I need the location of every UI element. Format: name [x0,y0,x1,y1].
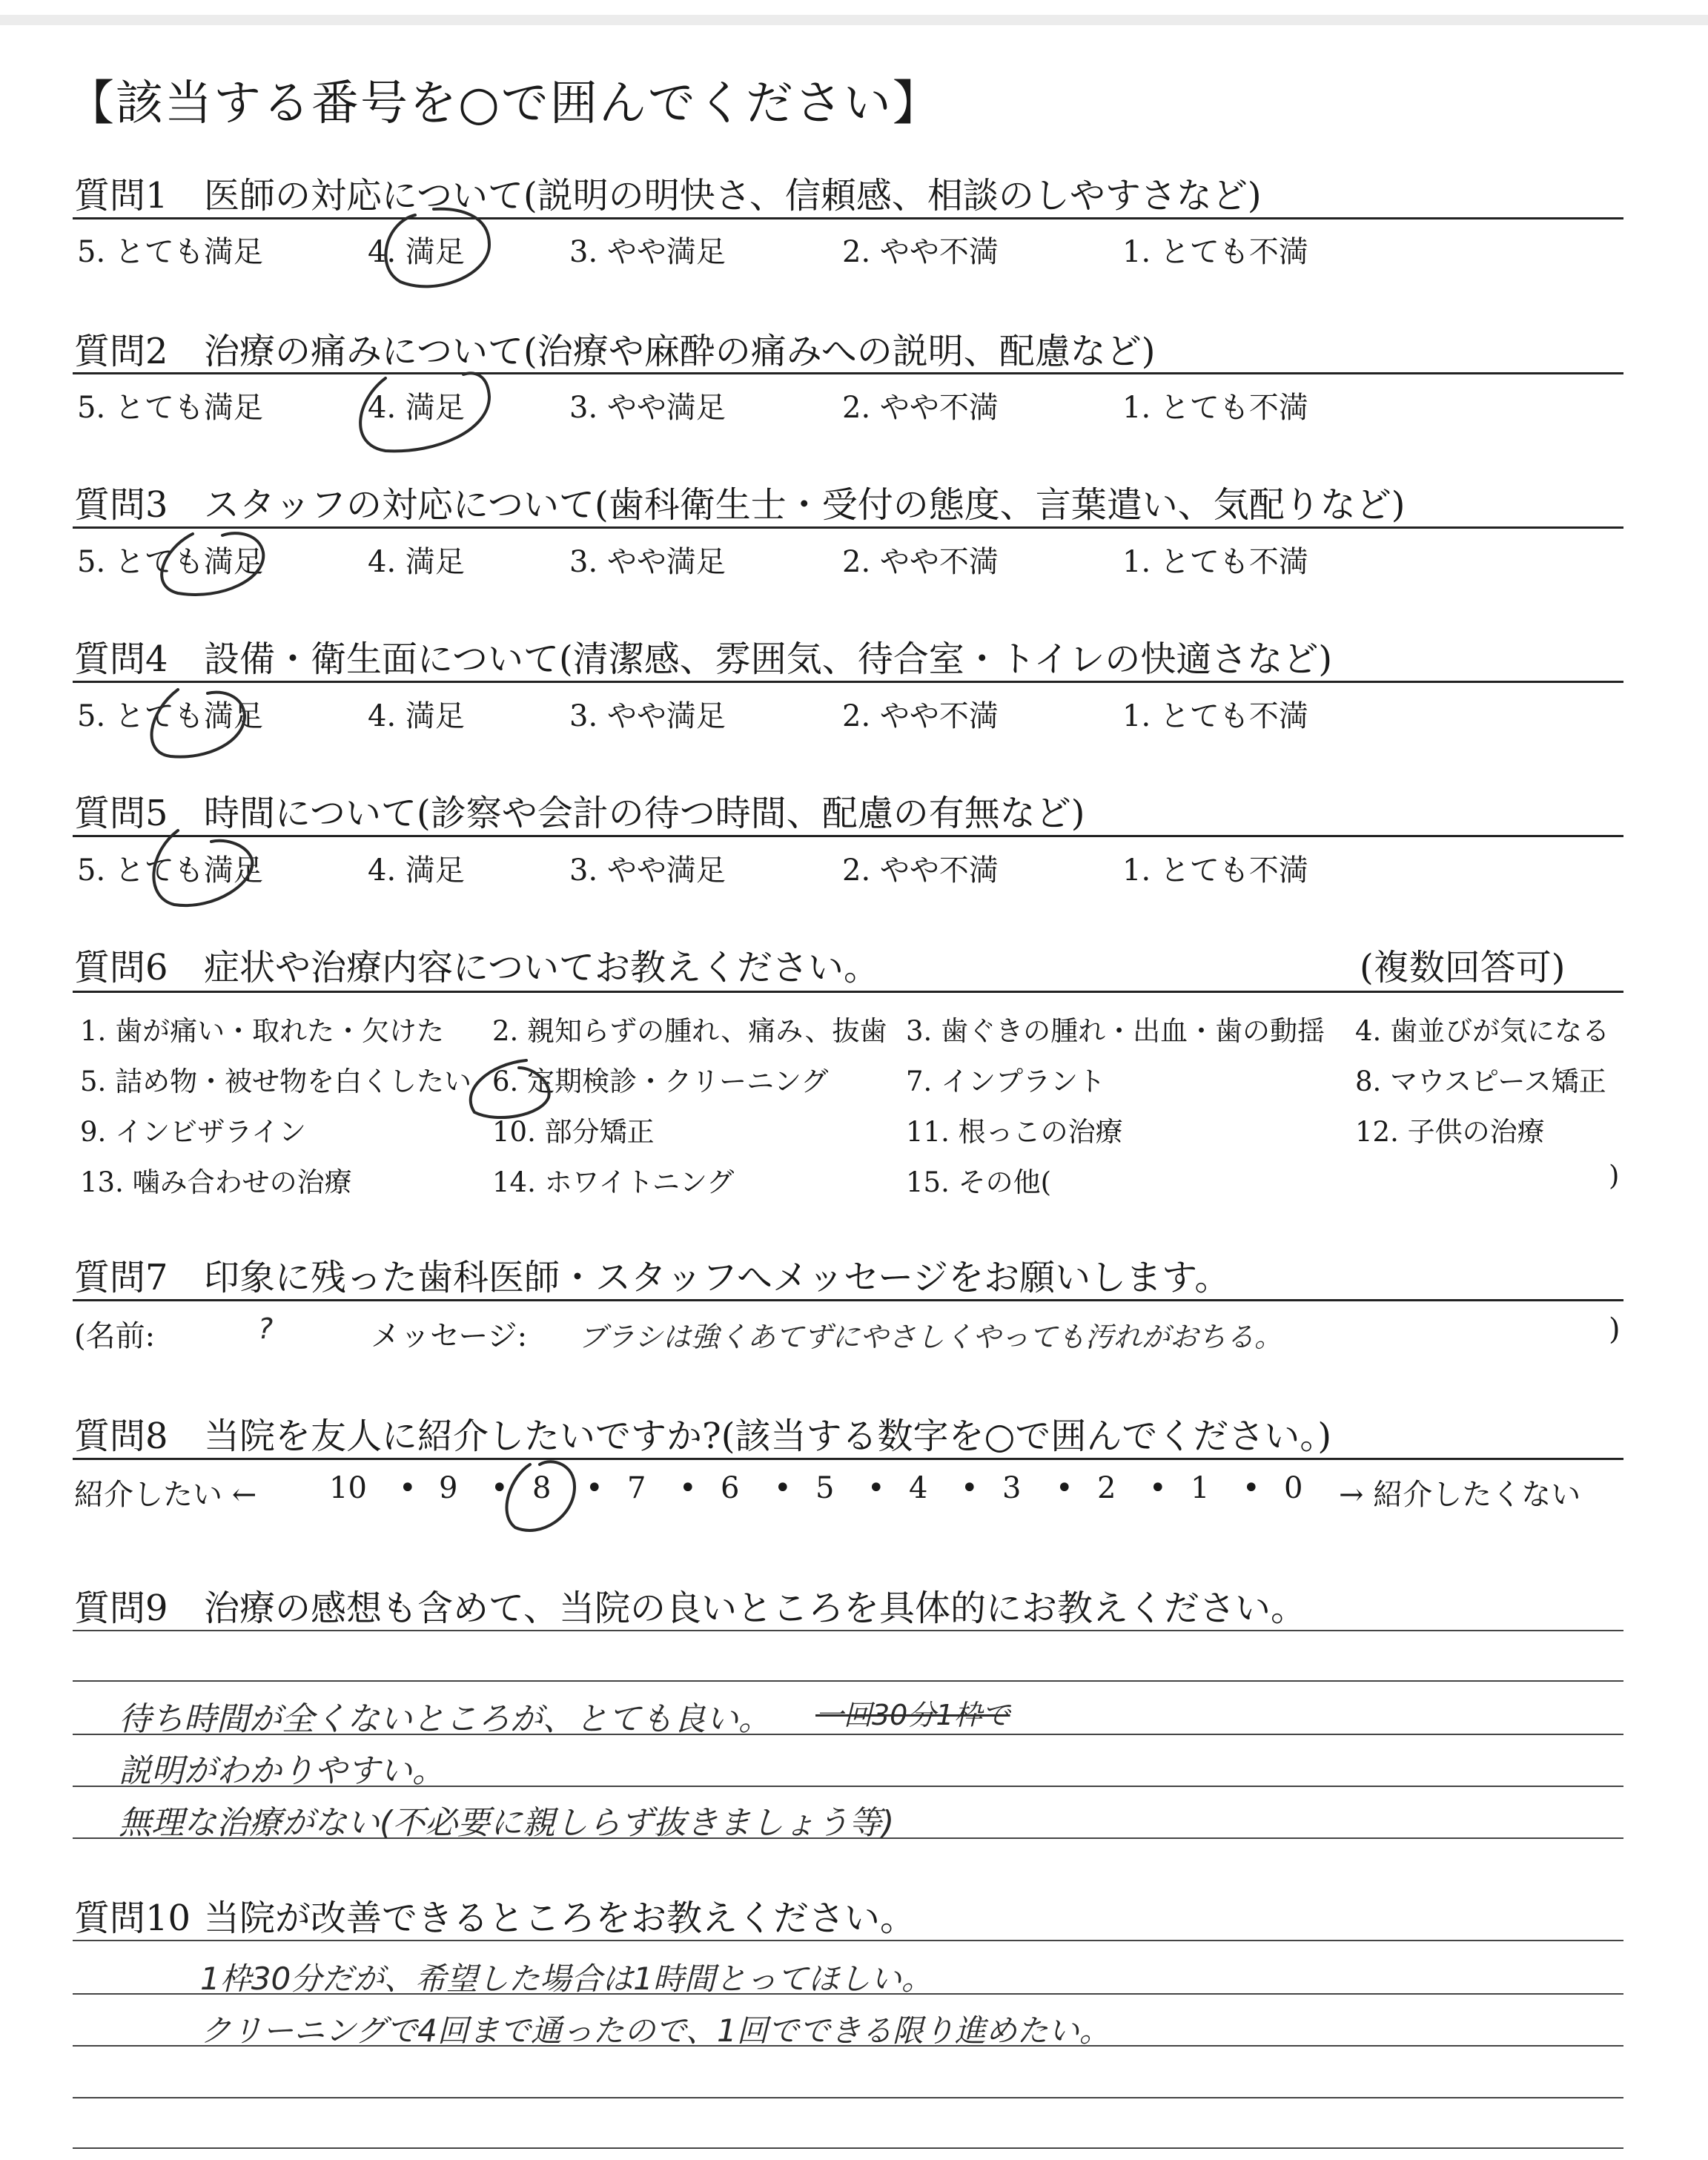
q3-option-5[interactable]: 5. とても満足 [77,545,263,579]
question-6-note: (複数回答可) [1360,947,1566,988]
question-10-label: 質問10 [74,1898,191,1939]
q2-option-4[interactable]: 4. 満足 [368,391,465,425]
question-3-text: スタッフの対応について(歯科衛生士・受付の態度、言葉遣い、気配りなど) [204,484,1406,526]
q1-option-3[interactable]: 3. やや満足 [569,235,726,269]
q8-score-0[interactable]: 0 [1284,1471,1303,1505]
q6-option-6[interactable]: 6. 定期検診・クリーニング [492,1066,829,1097]
q5-option-3[interactable]: 3. やや満足 [569,853,726,888]
question-9-label: 質問9 [74,1588,168,1629]
q10-line-1 [73,1940,1623,1941]
question-2 [74,323,1156,374]
question-10-text: 当院が改善できるところをお教えください。 [204,1898,916,1939]
q6-option-10[interactable]: 10. 部分矯正 [492,1116,655,1148]
q6-option-4[interactable]: 4. 歯並びが気になる [1355,1015,1610,1047]
q9-line-2 [73,1680,1623,1682]
q6-option-2[interactable]: 2. 親知らずの腫れ、痛み、抜歯 [492,1015,887,1047]
q8-score-9[interactable]: 9 [439,1471,458,1505]
q10-line-5 [73,2147,1623,2149]
question-4-rule [73,681,1623,683]
q2-option-1[interactable]: 1. とても不満 [1122,391,1308,425]
q6-option-15-close: ) [1609,1160,1620,1192]
q6-option-1[interactable]: 1. 歯が痛い・取れた・欠けた [80,1015,445,1047]
q1-option-4[interactable]: 4. 満足 [368,235,465,269]
q9-answer-2[interactable]: 説明がわかりやすい。 [119,1752,445,1790]
question-2-text: 治療の痛みについて(治療や麻酔の痛みへの説明、配慮など) [204,331,1156,372]
q9-answer-3[interactable]: 無理な治療がない(不必要に親しらず抜きましょう等) [119,1804,895,1842]
q6-option-5[interactable]: 5. 詰め物・被せ物を白くしたい [80,1066,472,1097]
q8-score-1[interactable]: 1 [1191,1471,1210,1505]
q3-option-2[interactable]: 2. やや不満 [842,545,999,579]
q8-dot: • [1242,1471,1260,1505]
q8-dot: • [867,1471,885,1505]
q2-option-2[interactable]: 2. やや不満 [842,391,999,425]
question-2-label: 質問2 [74,331,168,372]
q7-close: ) [1609,1312,1621,1347]
q6-option-8[interactable]: 8. マウスピース矯正 [1355,1066,1606,1097]
q8-score-5[interactable]: 5 [815,1471,835,1505]
question-5-rule [73,835,1623,837]
q8-left-label: 紹介したい ← [74,1478,257,1512]
q8-score-4[interactable]: 4 [909,1471,928,1505]
scan-edge [0,15,1708,25]
question-8-text: 当院を友人に紹介したいですか?(該当する数字を○で囲んでください。) [204,1416,1332,1457]
q1-option-2[interactable]: 2. やや不満 [842,235,999,269]
question-5-label: 質問5 [74,793,168,834]
q5-option-1[interactable]: 1. とても不満 [1122,853,1308,888]
q4-option-2[interactable]: 2. やや不満 [842,699,999,733]
question-7-label: 質問7 [74,1257,168,1298]
question-7 [74,1249,1230,1300]
q8-dot: • [1056,1471,1073,1505]
q9-line-1 [73,1630,1623,1631]
q6-option-7[interactable]: 7. インプラント [906,1066,1106,1097]
q6-option-11[interactable]: 11. 根っこの治療 [906,1116,1123,1148]
q8-right-label: → 紹介したくない [1339,1478,1581,1512]
q8-score-10[interactable]: 10 [329,1471,367,1505]
q8-score-3[interactable]: 3 [1002,1471,1022,1505]
q8-dot: • [774,1471,792,1505]
question-3-rule [73,526,1623,529]
q6-option-12[interactable]: 12. 子供の治療 [1355,1116,1545,1148]
q4-option-3[interactable]: 3. やや満足 [569,699,726,733]
question-4-label: 質問4 [74,638,168,680]
q4-option-5[interactable]: 5. とても満足 [77,699,263,733]
q2-option-5[interactable]: 5. とても満足 [77,391,263,425]
q8-dot: • [961,1471,979,1505]
question-10 [74,1889,916,1941]
question-3 [74,476,1406,527]
q7-name-value[interactable]: ? [258,1312,274,1345]
q5-option-5[interactable]: 5. とても満足 [77,853,263,888]
question-3-label: 質問3 [74,484,168,526]
question-5 [74,785,1085,836]
question-7-text: 印象に残った歯科医師・スタッフへメッセージをお願いします。 [204,1257,1231,1298]
question-1-text: 医師の対応について(説明の明快さ、信頼感、相談のしやすさなど) [204,175,1262,217]
q7-message-label: メッセージ: [371,1319,528,1353]
q5-option-4[interactable]: 4. 満足 [368,853,465,888]
question-9 [74,1579,1306,1631]
q6-option-13[interactable]: 13. 噛み合わせの治療 [80,1166,352,1198]
q9-struck-text: 一回30分1枠で [815,1699,1010,1731]
q5-option-2[interactable]: 2. やや不満 [842,853,999,888]
q6-option-3[interactable]: 3. 歯ぐきの腫れ・出血・歯の動揺 [906,1015,1325,1047]
q6-option-15[interactable]: 15. その他( [906,1166,1052,1198]
question-1-label: 質問1 [74,175,168,217]
question-8-rule [73,1458,1623,1460]
q8-score-8[interactable]: 8 [532,1471,552,1505]
q4-option-4[interactable]: 4. 満足 [368,699,465,733]
q8-dot: • [399,1471,417,1505]
q2-option-3[interactable]: 3. やや満足 [569,391,726,425]
q1-option-1[interactable]: 1. とても不満 [1122,235,1308,269]
question-6-text: 症状や治療内容についてお教えください。 [204,947,880,988]
q3-option-3[interactable]: 3. やや満足 [569,545,726,579]
question-1 [74,167,1262,218]
question-6 [74,939,1623,990]
q8-score-7[interactable]: 7 [627,1471,646,1505]
question-2-rule [73,372,1623,374]
q6-option-14[interactable]: 14. ホワイトニング [492,1166,735,1198]
q3-option-1[interactable]: 1. とても不満 [1122,545,1308,579]
q8-dot: • [1149,1471,1167,1505]
question-1-rule [73,217,1623,219]
q6-option-9[interactable]: 9. インビザライン [80,1116,306,1148]
q8-dot: • [679,1471,697,1505]
q8-dot: • [491,1471,509,1505]
q1-option-5[interactable]: 5. とても満足 [77,235,263,269]
q10-answer-1[interactable]: 1枠30分だが、希望した場合は1時間とってほしい。 [200,1961,933,1997]
question-4 [74,630,1332,681]
q4-option-1[interactable]: 1. とても不満 [1122,699,1308,733]
q7-message-value[interactable]: ブラシは強くあてずにやさしくやっても汚れがおちる。 [578,1321,1283,1353]
q7-name-label: (名前: [74,1319,156,1353]
question-5-text: 時間について(診察や会計の待つ時間、配慮の有無など) [204,793,1085,834]
question-8-label: 質問8 [74,1416,168,1457]
q3-option-4[interactable]: 4. 満足 [368,545,465,579]
question-6-rule [73,991,1623,993]
question-7-rule [73,1299,1623,1301]
q8-dot: • [586,1471,603,1505]
q8-score-6[interactable]: 6 [721,1471,740,1505]
form-heading: 【該当する番号を○で囲んでください】 [67,76,941,131]
q8-score-2[interactable]: 2 [1097,1471,1116,1505]
question-9-text: 治療の感想も含めて、当院の良いところを具体的にお教えください。 [204,1588,1307,1629]
q9-answer-1[interactable]: 待ち時間が全くないところが、とても良い。 [119,1700,771,1738]
question-8 [74,1407,1331,1459]
q10-line-4 [73,2097,1623,2098]
q10-answer-2[interactable]: クリーニングで4回まで通ったので、1回でできる限り進めたい。 [200,2012,1110,2049]
question-4-text: 設備・衛生面について(清潔感、雰囲気、待合室・トイレの快適さなど) [204,638,1333,680]
question-6-label: 質問6 [74,947,168,988]
